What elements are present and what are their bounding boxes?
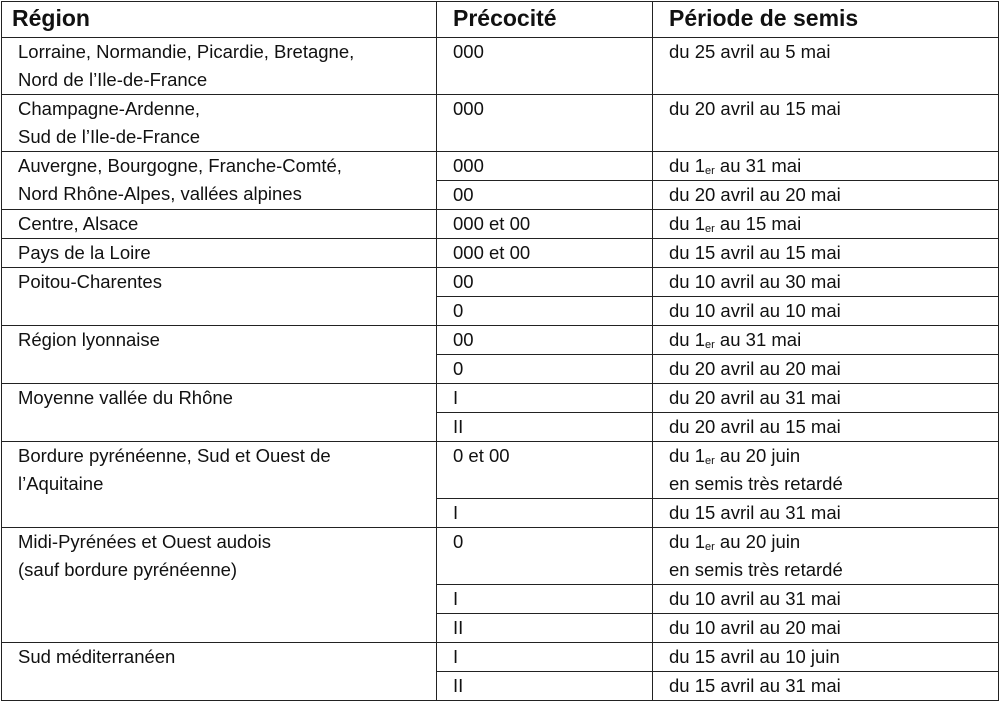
precocite-cell: II [437, 413, 653, 442]
periode-text-start: du 1 [669, 445, 706, 466]
periode-cell [653, 152, 999, 181]
precocite-cell: 000 [437, 38, 653, 95]
region-cell [2, 38, 437, 95]
table-row [2, 442, 999, 499]
periode-cell [653, 499, 999, 528]
periode-line: du 15 avril au 31 mai [669, 502, 841, 523]
periode-line: du 10 avril au 20 mai [669, 617, 841, 638]
precocite-cell: 0 et 00 [437, 442, 653, 499]
periode-text-start: du 1 [669, 213, 706, 234]
periode-line: du 15 avril au 15 mai [669, 242, 841, 263]
precocite-cell: 0 [437, 355, 653, 384]
periode-line: en semis très retardé [669, 559, 843, 580]
periode-cell [653, 181, 999, 210]
precocite-cell: II [437, 614, 653, 643]
periode-line [669, 152, 986, 180]
table-row [2, 268, 999, 297]
periode-line: du 20 avril au 20 mai [669, 358, 841, 379]
precocite-cell: II [437, 672, 653, 701]
region-line: Lorraine, Normandie, Picardie, Bretagne, [18, 41, 355, 62]
periode-cell [653, 326, 999, 355]
region-cell [2, 384, 437, 442]
region-line: (sauf bordure pyrénéenne) [18, 559, 238, 580]
precocite-cell: 0 [437, 528, 653, 585]
header-periode: Période de semis [653, 2, 999, 38]
region-line: Nord Rhône-Alpes, vallées alpines [18, 183, 302, 204]
periode-line: du 10 avril au 10 mai [669, 300, 841, 321]
periode-cell [653, 413, 999, 442]
periode-text-start: du 1 [669, 531, 706, 552]
periode-cell [653, 268, 999, 297]
periode-text-end: au 20 juin [714, 445, 801, 466]
periode-text-end: au 15 mai [714, 213, 802, 234]
periode-line: du 20 avril au 31 mai [669, 387, 841, 408]
periode-cell [653, 95, 999, 152]
periode-cell [653, 614, 999, 643]
periode-line [669, 442, 986, 470]
periode-cell [653, 585, 999, 614]
periode-line: du 20 avril au 20 mai [669, 184, 841, 205]
region-line: Région lyonnaise [18, 329, 160, 350]
precocite-cell: 000 et 00 [437, 239, 653, 268]
region-line: Sud de l’Ile-de-France [18, 126, 201, 147]
periode-cell [653, 239, 999, 268]
ordinal-suffix: er [705, 339, 715, 351]
periode-cell [653, 672, 999, 701]
region-line: Champagne-Ardenne, [18, 98, 201, 119]
table-row [2, 95, 999, 152]
table-row [2, 210, 999, 239]
region-line: l’Aquitaine [18, 473, 104, 494]
periode-text-end: au 31 mai [714, 329, 802, 350]
precocite-cell: 00 [437, 181, 653, 210]
periode-line: du 10 avril au 30 mai [669, 271, 841, 292]
periode-line [669, 528, 986, 556]
header-precocite: Précocité [437, 2, 653, 38]
region-cell [2, 528, 437, 643]
header-region: Région [2, 2, 437, 38]
periode-line: du 10 avril au 31 mai [669, 588, 841, 609]
ordinal-suffix: er [705, 223, 715, 235]
periode-cell [653, 38, 999, 95]
periode-cell [653, 210, 999, 239]
periode-text-end: au 31 mai [714, 155, 802, 176]
region-cell [2, 442, 437, 528]
table-row [2, 239, 999, 268]
periode-cell [653, 355, 999, 384]
region-cell [2, 643, 437, 701]
periode-text-start: du 1 [669, 329, 706, 350]
region-line: Midi-Pyrénées et Ouest audois [18, 531, 271, 552]
precocite-cell: 00 [437, 268, 653, 297]
table-row [2, 643, 999, 672]
sowing-period-table [1, 1, 999, 701]
header-row [2, 2, 999, 38]
ordinal-suffix: er [705, 541, 715, 553]
region-cell [2, 95, 437, 152]
region-line: Nord de l’Ile-de-France [18, 69, 208, 90]
precocite-cell: I [437, 585, 653, 614]
region-line: Moyenne vallée du Rhône [18, 387, 233, 408]
precocite-cell: I [437, 643, 653, 672]
periode-line [669, 326, 986, 354]
precocite-cell: I [437, 499, 653, 528]
region-cell [2, 152, 437, 210]
region-line: Auvergne, Bourgogne, Franche-Comté, [18, 155, 342, 176]
periode-line: du 25 avril au 5 mai [669, 41, 831, 62]
region-line: Poitou-Charentes [18, 271, 162, 292]
periode-cell [653, 528, 999, 585]
precocite-cell: 000 [437, 152, 653, 181]
periode-line: du 20 avril au 15 mai [669, 98, 841, 119]
periode-text-end: au 20 juin [714, 531, 801, 552]
table-header [2, 2, 999, 38]
region-cell [2, 239, 437, 268]
periode-cell [653, 384, 999, 413]
table-row [2, 528, 999, 585]
region-cell [2, 326, 437, 384]
table-row [2, 384, 999, 413]
precocite-cell: 0 [437, 297, 653, 326]
region-cell [2, 210, 437, 239]
region-line: Centre, Alsace [18, 213, 139, 234]
ordinal-suffix: er [705, 165, 715, 177]
table-row [2, 152, 999, 181]
periode-line: du 15 avril au 31 mai [669, 675, 841, 696]
precocite-cell: 00 [437, 326, 653, 355]
table-row [2, 326, 999, 355]
region-line: Pays de la Loire [18, 242, 151, 263]
periode-text-start: du 1 [669, 155, 706, 176]
region-cell [2, 268, 437, 326]
periode-line [669, 210, 986, 238]
region-line: Bordure pyrénéenne, Sud et Ouest de [18, 445, 331, 466]
precocite-cell: 000 et 00 [437, 210, 653, 239]
periode-line: en semis très retardé [669, 473, 843, 494]
ordinal-suffix: er [705, 455, 715, 467]
periode-cell [653, 297, 999, 326]
periode-line: du 15 avril au 10 juin [669, 646, 840, 667]
precocite-cell: I [437, 384, 653, 413]
region-line: Sud méditerranéen [18, 646, 176, 667]
periode-cell [653, 643, 999, 672]
periode-line: du 20 avril au 15 mai [669, 416, 841, 437]
table-body [2, 38, 999, 701]
table-row [2, 38, 999, 95]
periode-cell [653, 442, 999, 499]
precocite-cell: 000 [437, 95, 653, 152]
